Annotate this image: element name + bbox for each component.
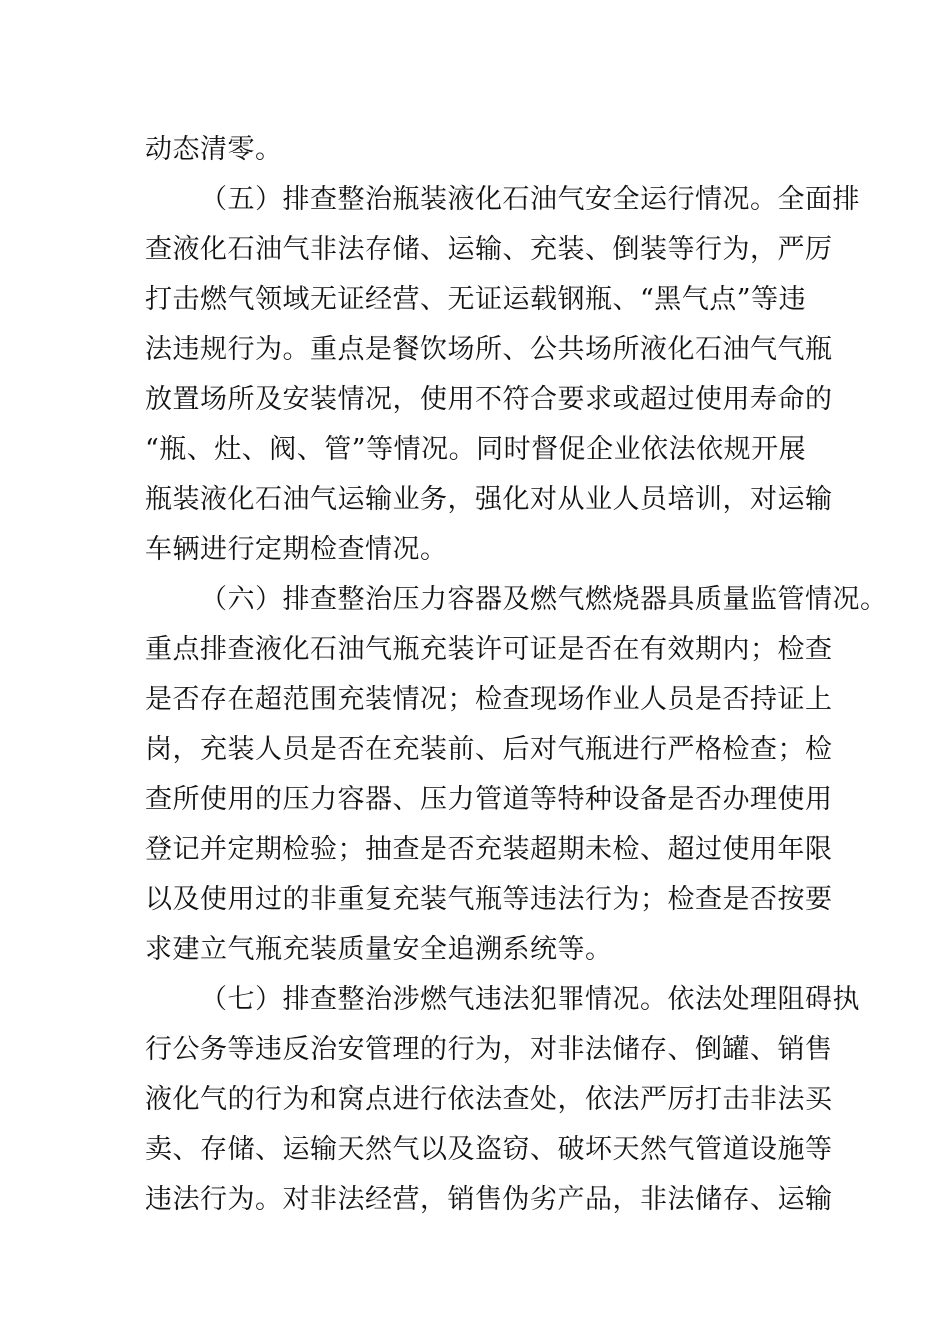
- text-line: 登记并定期检验；抽查是否充装超期未检、超过使用年限: [145, 834, 833, 865]
- text-line: 查液化石油气非法存储、运输、充装、倒装等行为，严厉: [145, 234, 833, 265]
- text-line: 液化气的行为和窝点进行依法查处，依法严厉打击非法买: [145, 1084, 833, 1115]
- text-line: 以及使用过的非重复充装气瓶等违法行为；检查是否按要: [145, 884, 833, 915]
- text-line: 查所使用的压力容器、压力管道等特种设备是否办理使用: [145, 784, 833, 815]
- text-line: 是否存在超范围充装情况；检查现场作业人员是否持证上: [145, 684, 833, 715]
- section-five-heading-line: （五）排查整治瓶装液化石油气安全运行情况。全面排: [200, 184, 860, 215]
- text-line: 岗，充装人员是否在充装前、后对气瓶进行严格检查；检: [145, 734, 833, 765]
- text-line: 重点排查液化石油气瓶充装许可证是否在有效期内；检查: [145, 634, 833, 665]
- text-line: 打击燃气领域无证经营、无证运载钢瓶、“黑气点”等违: [145, 284, 807, 315]
- text-line: 瓶装液化石油气运输业务，强化对从业人员培训，对运输: [145, 484, 833, 515]
- text-line: 法违规行为。重点是餐饮场所、公共场所液化石油气气瓶: [145, 334, 833, 365]
- text-line: 动态清零。: [145, 134, 283, 165]
- text-line: 卖、存储、运输天然气以及盗窃、破坏天然气管道设施等: [145, 1134, 833, 1165]
- section-six-heading-line: （六）排查整治压力容器及燃气燃烧器具质量监管情况。: [200, 584, 888, 615]
- text-line: 违法行为。对非法经营，销售伪劣产品，非法储存、运输: [145, 1184, 833, 1215]
- text-line: 行公务等违反治安管理的行为，对非法储存、倒罐、销售: [145, 1034, 833, 1065]
- text-line: 求建立气瓶充装质量安全追溯系统等。: [145, 934, 613, 965]
- text-line: “瓶、灶、阀、管”等情况。同时督促企业依法依规开展: [145, 434, 807, 465]
- text-line: 放置场所及安装情况，使用不符合要求或超过使用寿命的: [145, 384, 833, 415]
- text-line: 车辆进行定期检查情况。: [145, 534, 448, 565]
- section-seven-heading-line: （七）排查整治涉燃气违法犯罪情况。依法处理阻碍执: [200, 984, 860, 1015]
